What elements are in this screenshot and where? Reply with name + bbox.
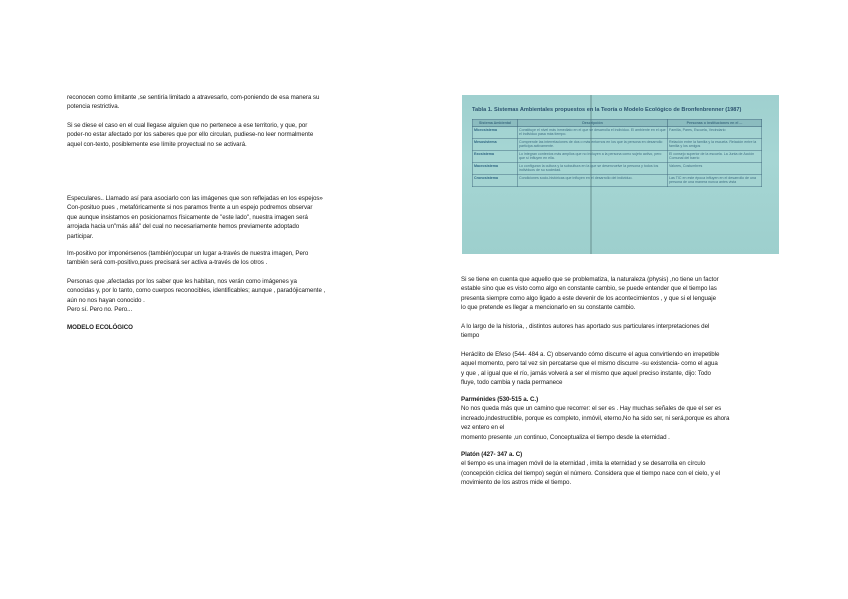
- right-paragraph-parmenides: Parménides (530-515 a. C.) No nos queda más que un camino que recorrer: el ser es . Hay muchas señales de que el ser es increado,indestructible, porque es completo, inmóvil, eterno,No ha sido ser, ni será,porque es ahora vez entero en el momento presente ,un continuo, Conceptualiza el tiempo desde la eternidad .: [461, 396, 730, 441]
- table-row: Exosistema Lo integran contextos más amplios que no incluyen a la persona como sujeto activo, pero que sí influyen en ella. El consejo superior de la escuela. La Junta de Acción Comunal del barrio: [473, 151, 762, 163]
- ecological-systems-table: [472, 119, 762, 187]
- left-paragraph-1: reconocen como limitante ,se sentiría limitado a atravesarlo, com-poniendo de esa manera su potencia restrictiva.: [67, 94, 320, 111]
- table-row: Mesosistema Comprende las interrelaciones de dos o más entornos en los que la persona en desarrollo participa activamente. Relación entre la familia y la escuela. Relación entre la familia y los amigos: [473, 139, 762, 151]
- table-header-cell: Descripción: [518, 120, 668, 127]
- table-row: Macrosistema Lo configuran la cultura y la subcultura en la que se desenvuelve la persona y todos los individuos de su sociedad. Valores, Costumbres: [473, 163, 762, 175]
- right-paragraph-platon: Platón (427- 347 a. C) el tiempo es una imagen móvil de la eternidad , imita la eternidad y se desarrolla en círculo (concepción cíclica del tiempo) según el número. Considera que el tiempo nace con el cielo, y el movimiento de los astros mide el tiempo.: [461, 451, 721, 487]
- right-paragraph-1: Si se tiene en cuenta que aquello que se problematiza, la naturaleza (physis) ,no tiene un factor estable sino que es visto como algo en constante cambio, se puede entender que el tiempo las presenta siempre como algo ligado a este devenir de los acontecimientos , y que si el lenguaje lo que pretende es llegar a mencionarlo en su constante cambio.: [461, 276, 719, 312]
- author-heading: Platón (427- 347 a. C): [461, 451, 523, 458]
- table-photo: [462, 95, 779, 254]
- table-row: Microsistema Constituye el nivel más inmediato en el que se desarrolla el individuo. El ambiente en el que el individuo pasa más tiempo. Familia, Pares, Escuela, Vecindario: [473, 127, 762, 139]
- left-paragraph-3: Especulares.. Llamado así para asociarlo con las imágenes que son reflejadas en los espejos» Con-posituo pues , metafóricamente si nos paramos frente a un espejo podremos observar que aunque insistamos en posicionarnos físicamente de "este lado", nuestra imagen será arrojada hacia un"más allá" del cual no necesariamente hemos previamente adoptado participar.: [67, 195, 323, 240]
- author-heading: Parménides (530-515 a. C.): [461, 396, 539, 403]
- left-paragraph-2: Si se diese el caso en el cual llegase alguien que no pertenece a ese territorio, y que, por poder-no estar afectado por los saberes que por ello circulan, pudiese-no leer normalmente aquel con-texto, posiblemente ese límite proyectual no se activará.: [67, 122, 314, 148]
- section-heading: MODELO ECOLÓGICO: [67, 324, 133, 331]
- right-paragraph-heraclito: Heráclito de Efeso (544- 484 a. C) observando cómo discurre el agua convirtiendo en irrepetible aquel momento, pero tal vez sin percatarse que el mismo discurre -su existencia- como el agua y que , al igual que el río, jamás volverá a ser el mismo que aquel preciso instante, dijo: Todo fluye, todo cambia y nada permanece: [461, 351, 720, 387]
- left-paragraph-4: Im-positivo por imponérsenos (también)ocupar un lugar a-través de nuestra imagen, Pero también será com-positivo,pues precisará ser activa a-través de los otros .: [67, 250, 309, 267]
- table-header-cell: Sistema Ambiental: [473, 120, 518, 127]
- table-row: Cronosistema Condiciones socio-históricas que influyen en el desarrollo del individuo. Las TIC en este época influyen en el desarrollo de una persona de una manera nunca antes vista: [473, 175, 762, 187]
- left-paragraph-5: Personas que ,afectadas por los saber que les habitan, nos verán como imágenes ya conocidas y, por lo tanto, como cuerpos reconocibles, identificables; aunque , paradójicamente , aún no nos hayan conocido . Pero sí. Pero no. Pero...: [67, 278, 326, 314]
- right-paragraph-2: A lo largo de la historia, , distintos autores has aportado sus particulares interpretaciones del tiempo: [461, 323, 710, 340]
- photo-table-title: Tabla 1. Sistemas Ambientales propuestos en la Teoría o Modelo Ecológico de Bronfenbrenner (1987): [472, 107, 742, 113]
- table-header-cell: Personas o instituciones en el ...: [668, 120, 762, 127]
